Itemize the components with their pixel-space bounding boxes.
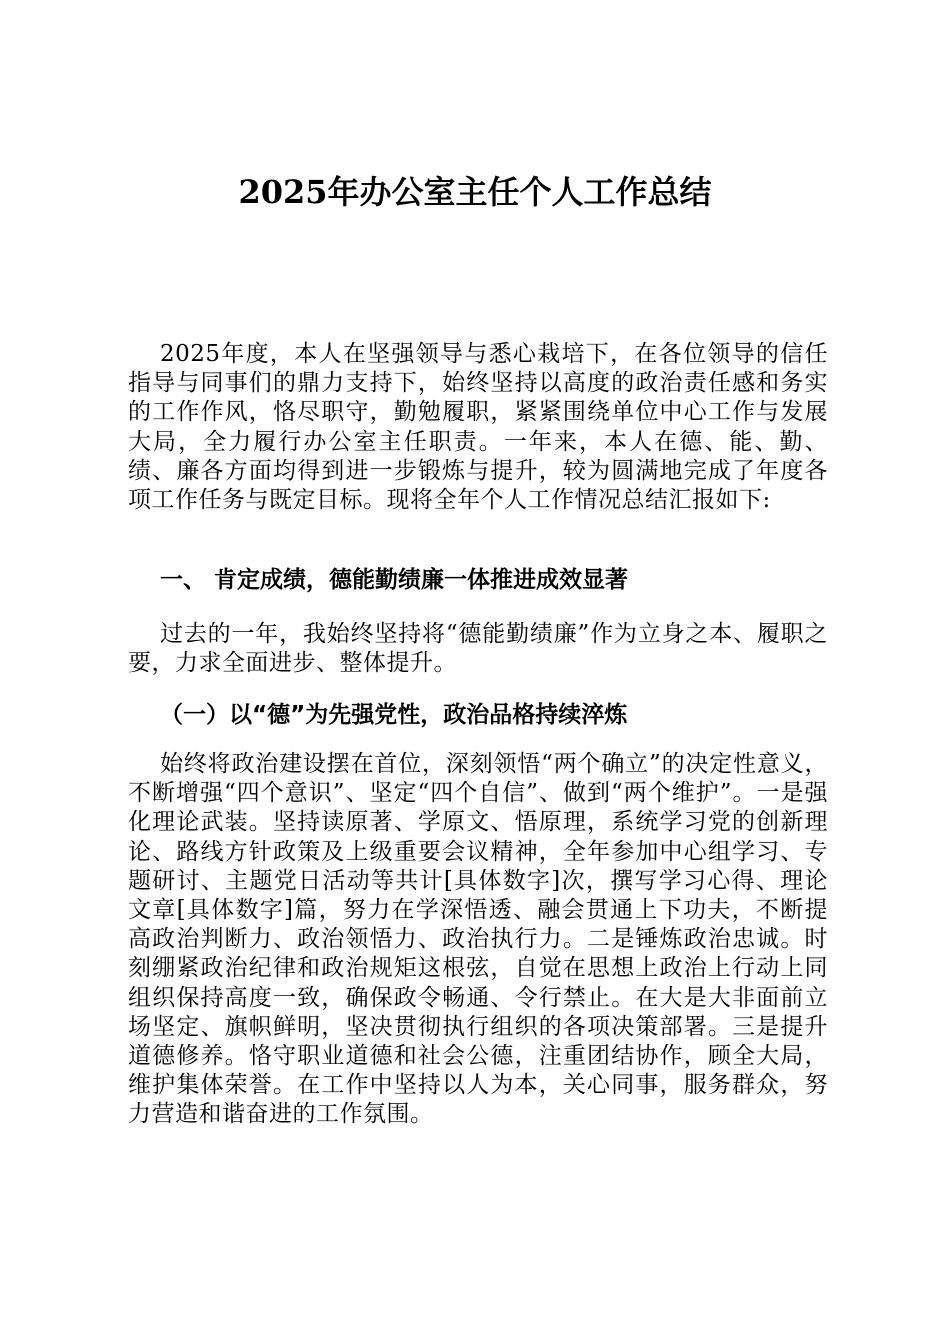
- document-title: 2025年办公室主任个人工作总结: [238, 173, 712, 211]
- intro-paragraph: 2025年度，本人在坚强领导与悉心栽培下，在各位领导的信任指导与同事们的鼎力支持下，始终坚持以高度的政治责任感和务实的工作作风，恪尽职守，勤勉履职，紧紧围绕单位中心工作与发展大局，全力履行办公室主任职责。一年来，本人在德、能、勤、绩、廉各方面均得到进一步锻炼与提升，较为圆满地完成了年度各项工作任务与既定目标。现将全年个人工作情况总结汇报如下:: [128, 341, 828, 514]
- section-1-paragraph: 过去的一年，我始终坚持将“德能勤绩廉”作为立身之本、履职之要，力求全面进步、整体提升。: [128, 621, 828, 677]
- subsection-1-paragraph: 始终将政治建设摆在首位，深刻领悟“两个确立”的决定性意义，不断增强“四个意识”、坚定“四个自信”、做到“两个维护”。一是强化理论武装。坚持读原著、学原文、悟原理，系统学习党的创新理论、路线方针政策及上级重要会议精神，全年参加中心组学习、专题研讨、主题党日活动等共计[具体数字]次，撰写学习心得、理论文章[具体数字]篇，努力在学深悟透、融会贯通上下功夫，不断提高政治判断力、政治领悟力、政治执行力。二是锤炼政治忠诚。时刻绷紧政治纪律和政治规矩这根弦，自觉在思想上政治上行动上同组织保持高度一致，确保政令畅通、令行禁止。在大是大非面前立场坚定、旗帜鲜明，坚决贯彻执行组织的各项决策部署。三是提升道德修养。恪守职业道德和社会公德，注重团结协作，顾全大局，维护集体荣誉。在工作中坚持以人为本，关心同事，服务群众，努力营造和谐奋进的工作氛围。: [128, 751, 828, 1128]
- section-heading-1: 一、 肯定成绩，德能勤绩廉一体推进成效显著: [160, 567, 629, 593]
- subsection-heading-1: （一）以“德”为先强党性，政治品格持续淬炼: [160, 702, 628, 728]
